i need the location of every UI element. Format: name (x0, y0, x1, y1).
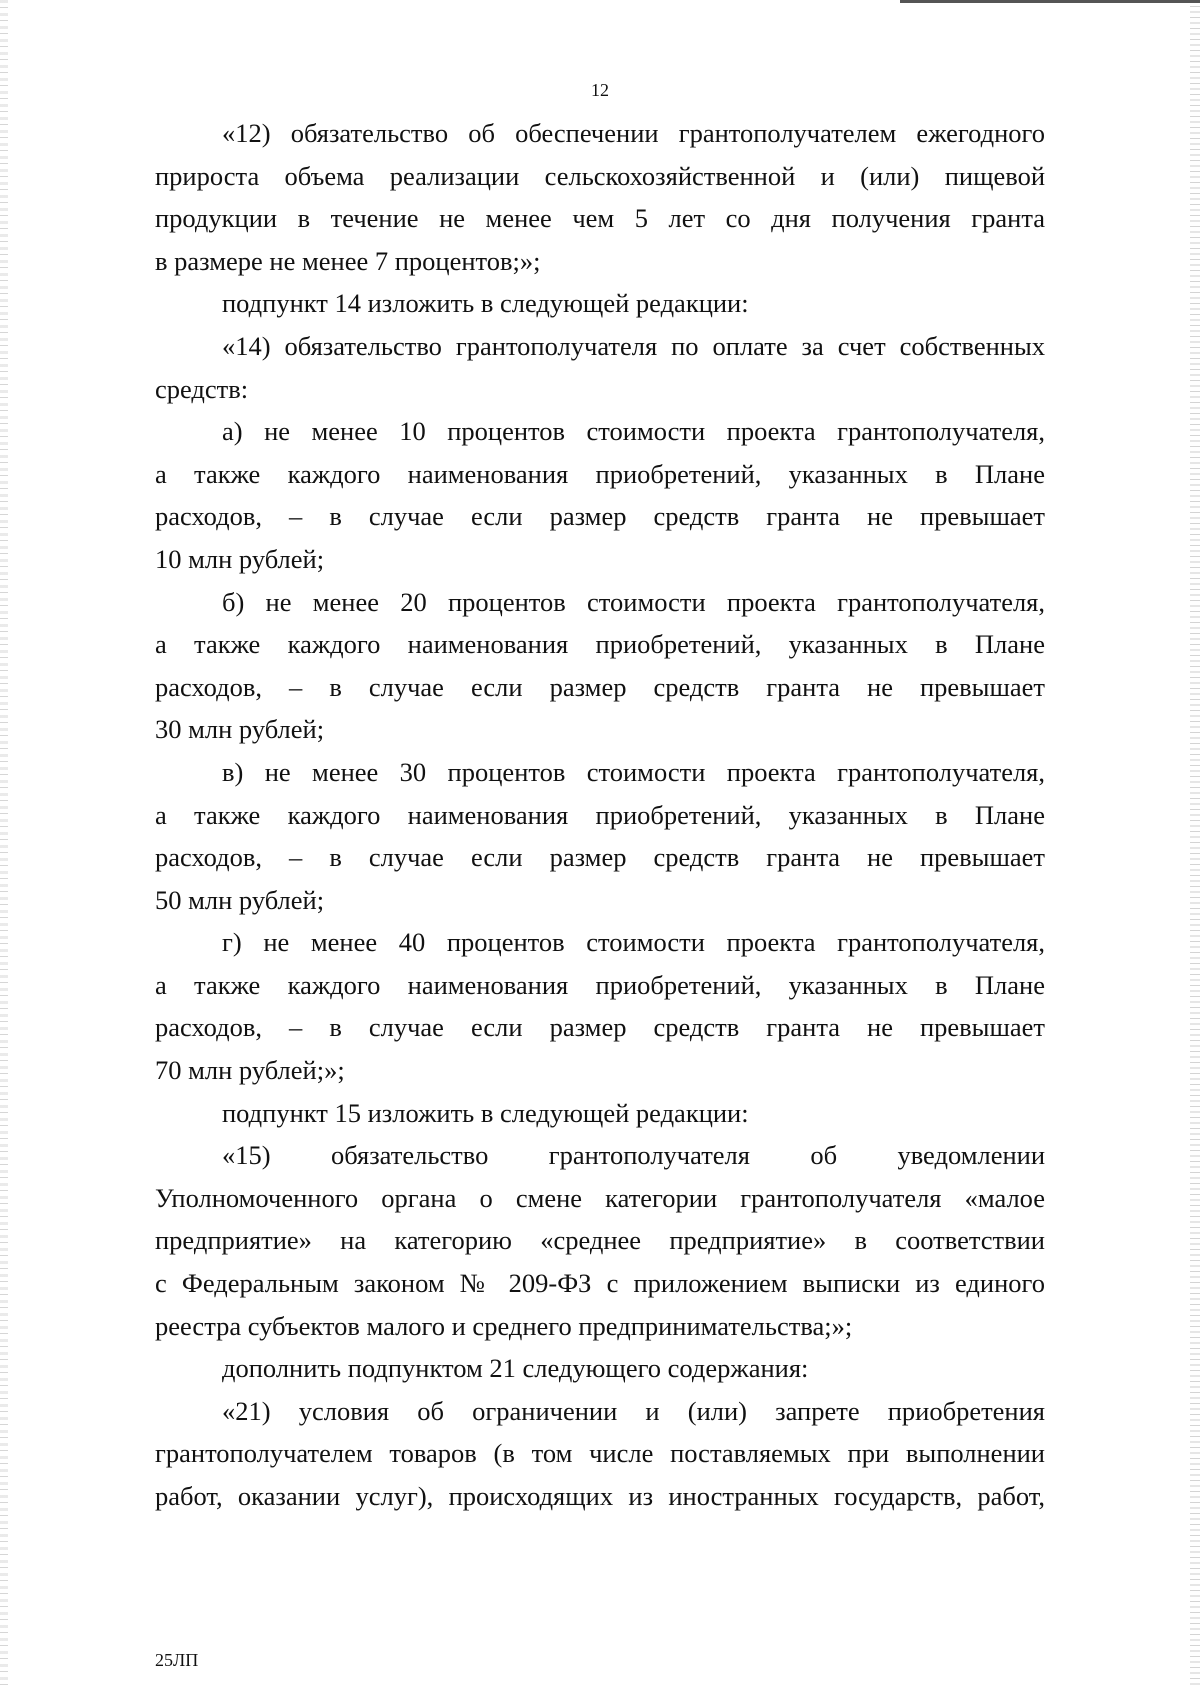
text-line: г) не менее 40 процентов стоимости проекта грантополучателя, (222, 927, 1045, 958)
text-line: 50 млн рублей; (155, 884, 325, 915)
text-line: расходов, – в случае если размер средств гранта не превышает (155, 671, 1045, 702)
text-line: «14) обязательство грантополучателя по оплате за счет собственных (222, 330, 1045, 361)
text-line: а также каждого наименования приобретений, указанных в Плане (155, 629, 1045, 660)
text-line: расходов, – в случае если размер средств гранта не превышает (155, 1012, 1045, 1043)
text-line: работ, оказании услуг), происходящих из иностранных государств, работ, (155, 1481, 1045, 1511)
text-line: а также каждого наименования приобретений, указанных в Плане (155, 969, 1045, 1000)
text-line: б) не менее 20 процентов стоимости проекта грантополучателя, (222, 586, 1045, 617)
text-line: прироста объема реализации сельскохозяйственной и (или) пищевой (155, 160, 1045, 191)
text-line: продукции в течение не менее чем 5 лет со дня получения гранта (155, 203, 1045, 234)
footer-code: 25ЛП (155, 1650, 199, 1670)
text-line: 10 млн рублей; (155, 543, 325, 574)
top-rule (900, 0, 1200, 3)
text-line: средств: (155, 373, 249, 404)
text-line: с Федеральным законом № 209-ФЗ с приложением выписки из единого (155, 1268, 1045, 1299)
text-line: 30 млн рублей; (155, 714, 325, 745)
text-line: Уполномоченного органа о смене категории грантополучателя «малое (155, 1182, 1045, 1213)
text-line: «15) обязательство грантополучателя об уведомлении (222, 1140, 1045, 1171)
scan-edge-left (0, 0, 8, 1686)
text-line: а также каждого наименования приобретений, указанных в Плане (155, 458, 1045, 489)
text-line: реестра субъектов малого и среднего предпринимательства;»; (155, 1310, 853, 1341)
text-line: подпункт 14 изложить в следующей редакции: (222, 288, 749, 319)
page-number: 12 (591, 80, 609, 100)
text-line: расходов, – в случае если размер средств гранта не превышает (155, 501, 1045, 532)
text-line: «12) обязательство об обеспечении грантополучателем ежегодного (222, 118, 1045, 148)
text-line: а также каждого наименования приобретений, указанных в Плане (155, 799, 1045, 830)
scan-edge-right (1190, 0, 1200, 1686)
text-line: расходов, – в случае если размер средств гранта не превышает (155, 842, 1045, 873)
text-line: 70 млн рублей;»; (155, 1055, 345, 1086)
document-body (155, 112, 1045, 1518)
text-line: «21) условия об ограничении и (или) запрете приобретения (222, 1395, 1045, 1426)
text-line: а) не менее 10 процентов стоимости проекта грантополучателя, (222, 416, 1045, 447)
text-line: предприятие» на категорию «среднее предприятие» в соответствии (155, 1225, 1045, 1256)
text-line: подпункт 15 изложить в следующей редакции: (222, 1097, 749, 1128)
text-line: в) не менее 30 процентов стоимости проекта грантополучателя, (222, 756, 1045, 787)
text-line: грантополучателем товаров (в том числе поставляемых при выполнении (155, 1438, 1045, 1469)
text-line: дополнить подпунктом 21 следующего содержания: (222, 1353, 809, 1384)
text-line: в размере не менее 7 процентов;»; (155, 245, 541, 276)
